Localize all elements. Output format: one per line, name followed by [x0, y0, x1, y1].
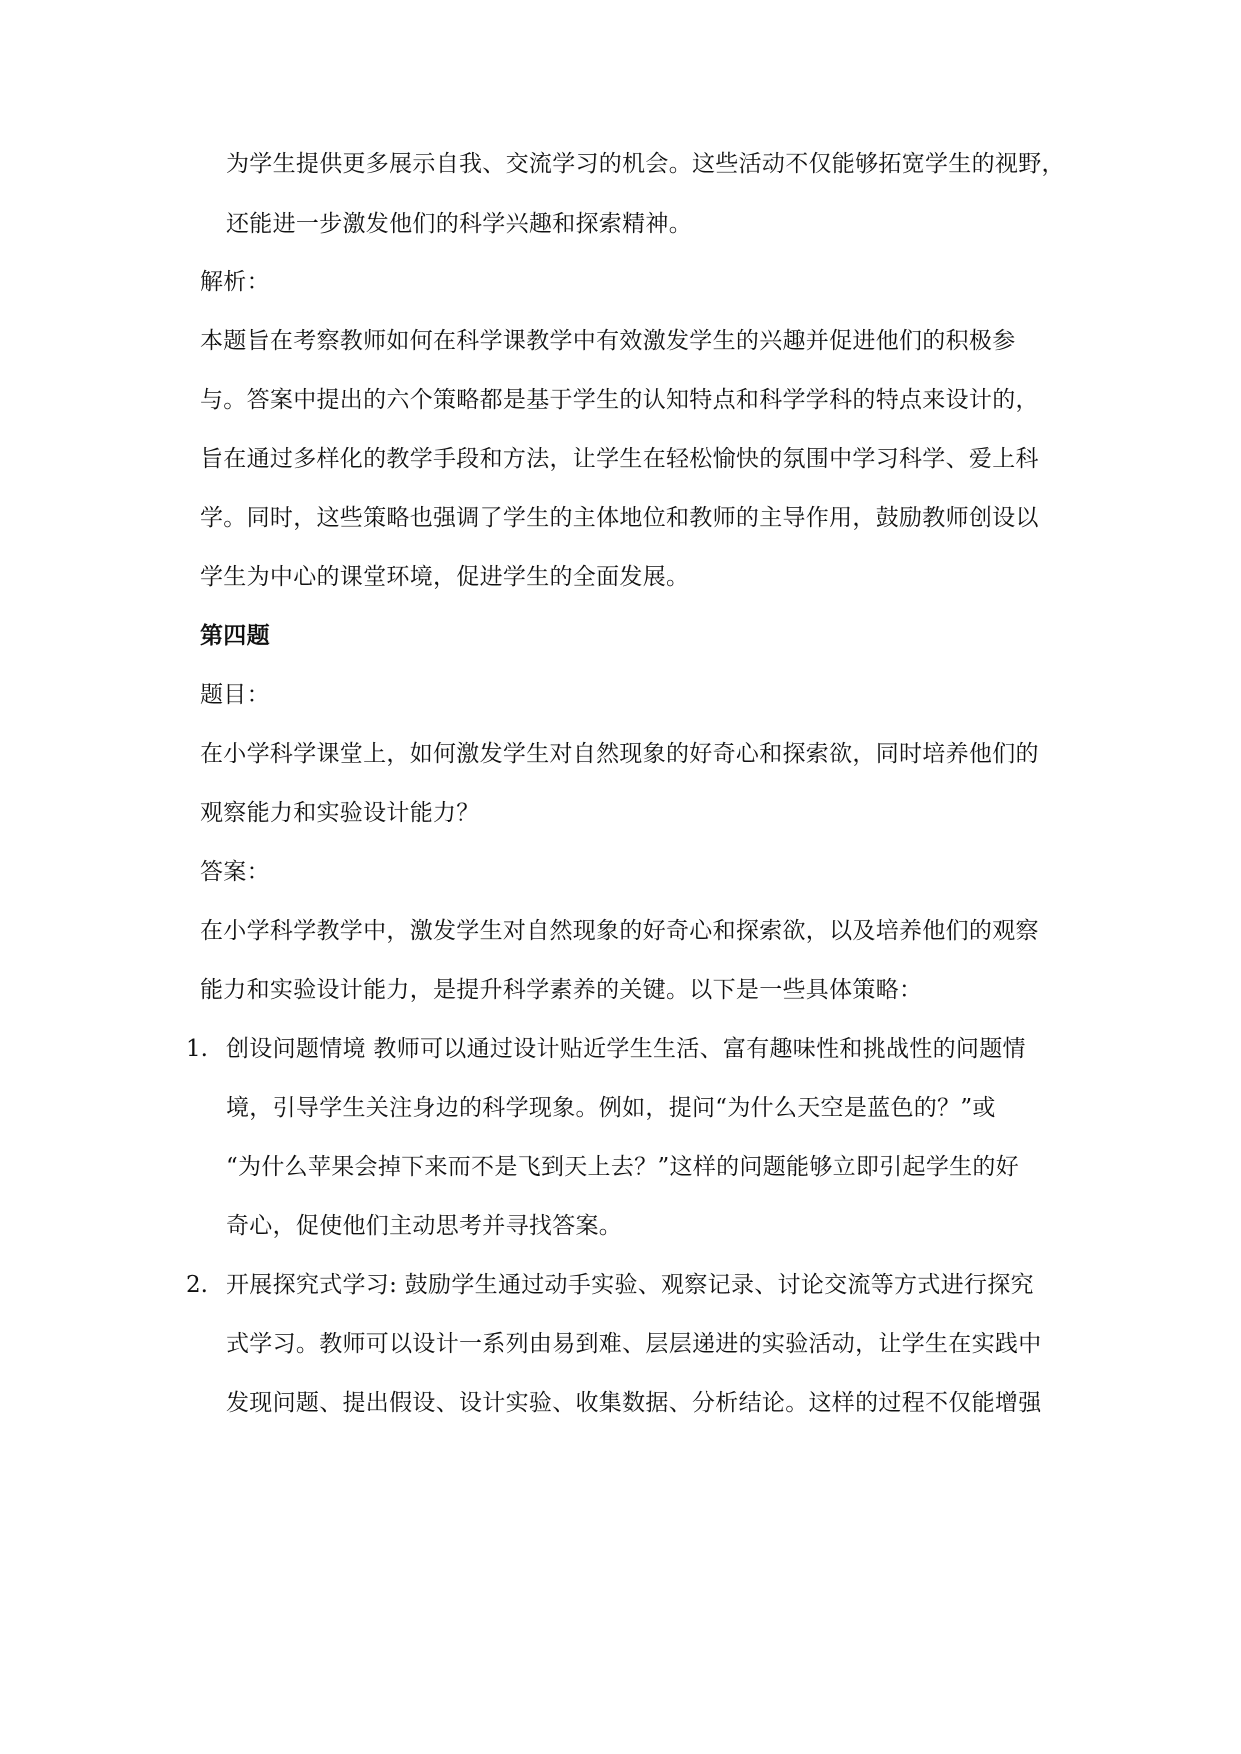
list-item-2-line-2: 式学习。教师可以设计一系列由易到难、层层递进的实验活动，让学生在实践中 — [226, 1331, 1042, 1357]
analysis-line-3: 旨在通过多样化的教学手段和方法，让学生在轻松愉快的氛围中学习科学、爱上科 — [200, 446, 1039, 472]
answer-label: 答案： — [200, 859, 270, 885]
analysis-line-2: 与。答案中提出的六个策略都是基于学生的认知特点和科学学科的特点来设计的， — [200, 387, 1039, 413]
list-item-1-line-4: 奇心，促使他们主动思考并寻找答案。 — [226, 1213, 623, 1239]
question-line-1: 在小学科学课堂上，如何激发学生对自然现象的好奇心和探索欲，同时培养他们的 — [200, 741, 1039, 767]
continued-line-2: 还能进一步激发他们的科学兴趣和探索精神。 — [226, 211, 692, 237]
question-label: 题目： — [200, 682, 270, 708]
list-item-2-line-1: 开展探究式学习: 鼓励学生通过动手实验、观察记录、讨论交流等方式进行探究 — [226, 1272, 1034, 1298]
list-item-number: 2. — [186, 1272, 208, 1298]
answer-intro-line-1: 在小学科学教学中，激发学生对自然现象的好奇心和探索欲，以及培养他们的观察 — [200, 918, 1039, 944]
answer-intro-line-2: 能力和实验设计能力，是提升科学素养的关键。以下是一些具体策略： — [200, 977, 923, 1003]
question-line-2: 观察能力和实验设计能力？ — [200, 800, 480, 826]
analysis-label: 解析： — [200, 269, 270, 295]
list-item-number: 1. — [186, 1036, 208, 1062]
analysis-line-1: 本题旨在考察教师如何在科学课教学中有效激发学生的兴趣并促进他们的积极参 — [200, 328, 1016, 354]
list-item-1-line-2: 境，引导学生关注身边的科学现象。例如，提问“为什么天空是蓝色的？”或 — [226, 1095, 996, 1121]
list-item-1-line-1: 创设问题情境 教师可以通过设计贴近学生生活、富有趣味性和挑战性的问题情 — [226, 1036, 1026, 1062]
section-heading: 第四题 — [200, 622, 270, 649]
list-item-1-line-3: “为什么苹果会掉下来而不是飞到天上去？”这样的问题能够立即引起学生的好 — [226, 1154, 1020, 1180]
continued-line-1: 为学生提供更多展示自我、交流学习的机会。这些活动不仅能够拓宽学生的视野， — [226, 151, 1065, 177]
analysis-line-4: 学。同时，这些策略也强调了学生的主体地位和教师的主导作用，鼓励教师创设以 — [200, 505, 1039, 531]
analysis-line-5: 学生为中心的课堂环境，促进学生的全面发展。 — [200, 564, 690, 590]
list-item-2-line-3: 发现问题、提出假设、设计实验、收集数据、分析结论。这样的过程不仅能增强 — [226, 1390, 1042, 1416]
